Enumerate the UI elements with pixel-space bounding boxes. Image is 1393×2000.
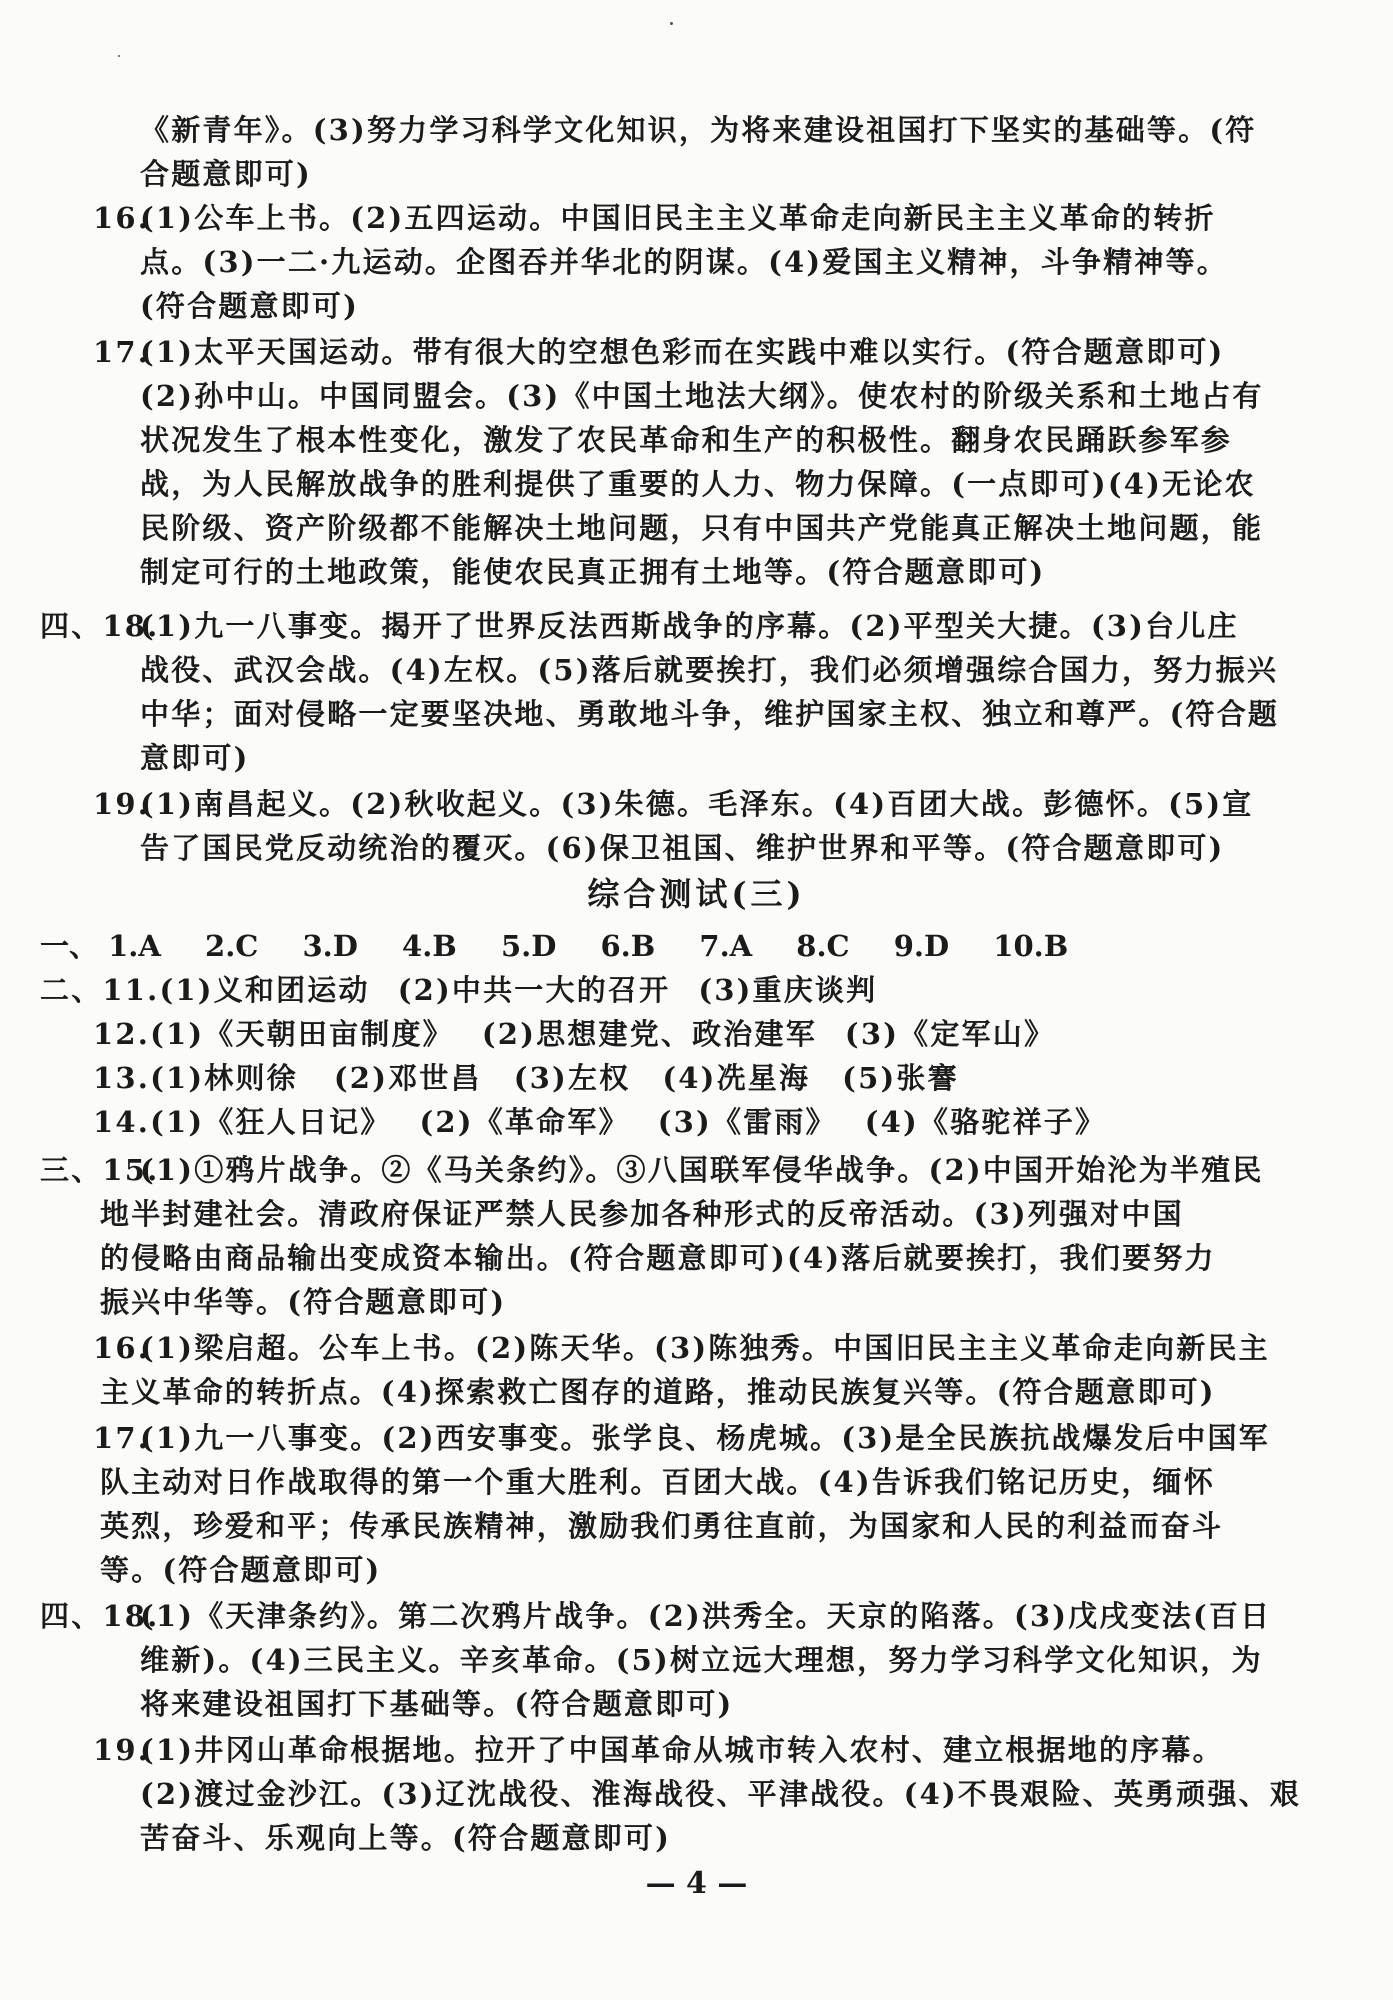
answer-line: 主义革命的转折点。(4)探索救亡图存的道路，推动民族复兴等。(符合题意即可) [100, 1375, 1216, 1409]
question-number: 四、18. [40, 1599, 160, 1633]
question-number: 16. [93, 201, 151, 235]
fill-item: (2)中共一大的召开 [397, 973, 671, 1007]
question-number: 17. [93, 335, 151, 369]
text-line: 《新青年》。(3)努力学习科学文化知识，为将来建设祖国打下坚实的基础等。(符 [140, 113, 1257, 147]
fill-answer-11 [40, 968, 877, 1012]
mc-answer: 3.D [302, 929, 358, 963]
fill-item: (2)《革命军》 [419, 1105, 630, 1139]
question-number: 三、15. [40, 1153, 160, 1187]
answer-line: 意即可) [140, 741, 250, 775]
answer-line: 英烈，珍爱和平；传承民族精神，激励我们勇往直前，为国家和人民的利益而奋斗 [100, 1509, 1224, 1543]
question-number: 四、18. [40, 609, 160, 643]
question-number: 13. [93, 1061, 151, 1095]
fill-answer-14 [93, 1100, 1106, 1144]
answer-line: 地半封建社会。清政府保证严禁人民参加各种形式的反帝活动。(3)列强对中国 [100, 1197, 1184, 1231]
fill-item: (5)张謇 [842, 1061, 959, 1095]
fill-item: (1)《狂人日记》 [150, 1105, 392, 1139]
mc-answer: 5.D [500, 929, 557, 963]
answer-line: 状况发生了根本性变化，激发了农民革命和生产的积极性。翻身农民踊跃参军参 [140, 423, 1233, 457]
question-number: 16. [93, 1331, 151, 1365]
fill-item: (3)《雷雨》 [657, 1105, 837, 1139]
answer-line: (1)井冈山革命根据地。拉开了中国革命从城市转入农村、建立根据地的序幕。 [140, 1733, 1224, 1767]
scan-speck [118, 55, 120, 57]
answer-line: (符合题意即可) [140, 289, 360, 323]
mc-answer: 2.C [205, 929, 259, 963]
answer-line: (1)太平天国运动。带有很大的空想色彩而在实践中难以实行。(符合题意即可) [140, 335, 1225, 369]
mc-prefix: 一、 [40, 929, 99, 963]
fill-item: (2)思想建党、政治建军 [481, 1017, 817, 1051]
question-number: 19. [93, 787, 151, 821]
fill-item: (1)《天朝田亩制度》 [150, 1017, 454, 1051]
fill-item: (2)邓世昌 [333, 1061, 482, 1095]
answer-line: 队主动对日作战取得的第一个重大胜利。百团大战。(4)告诉我们铭记历史，缅怀 [100, 1465, 1216, 1499]
answer-line: 战役、武汉会战。(4)左权。(5)落后就要挨打，我们必须增强综合国力，努力振兴 [140, 653, 1279, 687]
mc-answer: 9.D [893, 929, 950, 963]
answer-line: 民阶级、资产阶级都不能解决土地问题，只有中国共产党能真正解决土地问题，能 [140, 511, 1264, 545]
answer-line: 的侵略由商品输出变成资本输出。(符合题意即可)(4)落后就要挨打，我们要努力 [100, 1241, 1216, 1275]
fill-answer-12 [93, 1012, 1055, 1056]
answer-line: 战，为人民解放战争的胜利提供了重要的人力、物力保障。(一点即可)(4)无论农 [140, 467, 1256, 501]
fill-item: (1)义和团运动 [159, 973, 370, 1007]
question-number: 14. [93, 1105, 151, 1139]
answer-line: 将来建设祖国打下基础等。(符合题意即可) [140, 1687, 734, 1721]
answer-line: (1)①鸦片战争。②《马关条约》。③八国联军侵华战争。(2)中国开始沦为半殖民 [140, 1153, 1264, 1187]
answer-line: (1)九一八事变。(2)西安事变。张学良、杨虎城。(3)是全民族抗战爆发后中国军 [140, 1421, 1270, 1455]
question-number: 17. [93, 1421, 151, 1455]
page-number: — 4 — [645, 1866, 748, 1901]
answer-line: 点。(3)一二·九运动。企图吞并华北的阴谋。(4)爱国主义精神，斗争精神等。 [140, 245, 1228, 279]
mc-answer: 8.C [796, 929, 850, 963]
answer-line: 告了国民党反动统治的覆灭。(6)保卫祖国、维护世界和平等。(符合题意即可) [140, 831, 1225, 865]
fill-item: (3)左权 [513, 1061, 631, 1095]
section-title: 综合测试(三) [587, 875, 806, 913]
answer-line: 振兴中华等。(符合题意即可) [100, 1285, 507, 1319]
answer-line: 制定可行的土地政策，能使农民真正拥有土地等。(符合题意即可) [140, 555, 1046, 589]
scan-speck [670, 22, 673, 25]
answer-line: (1)梁启超。公车上书。(2)陈天华。(3)陈独秀。中国旧民主主义革命走向新民主 [140, 1331, 1270, 1365]
answer-line: (2)孙中山。中国同盟会。(3)《中国土地法大纲》。使农村的阶级关系和土地占有 [140, 379, 1264, 413]
answer-line: 苦奋斗、乐观向上等。(符合题意即可) [140, 1821, 672, 1855]
fill-item: (4)《骆驼祥子》 [864, 1105, 1107, 1139]
fill-item: (1)林则徐 [150, 1061, 298, 1095]
mc-answer: 1.A [108, 929, 161, 963]
answer-line: (1)《天津条约》。第二次鸦片战争。(2)洪秀全。天京的陷落。(3)戊戌变法(百日 [140, 1599, 1272, 1633]
fill-answer-13 [93, 1056, 959, 1100]
mc-answer: 7.A [699, 929, 753, 963]
fill-item: (3)重庆谈判 [698, 973, 878, 1007]
answer-line: 中华；面对侵略一定要坚决地、勇敢地斗争，维护国家主权、独立和尊严。(符合题 [140, 697, 1280, 731]
mc-answer: 10.B [993, 929, 1069, 963]
question-number: 二、11. [40, 973, 160, 1007]
answer-line: (1)九一八事变。揭开了世界反法西斯战争的序幕。(2)平型关大捷。(3)台儿庄 [140, 609, 1239, 643]
text-line: 合题意即可) [140, 157, 312, 191]
multiple-choice-answers [40, 924, 1068, 968]
fill-item: (4)冼星海 [662, 1061, 811, 1095]
question-number: 12. [93, 1017, 151, 1051]
answer-line: 等。(符合题意即可) [100, 1553, 382, 1587]
answer-line: 维新)。(4)三民主义。辛亥革命。(5)树立远大理想，努力学习科学文化知识，为 [140, 1643, 1263, 1677]
answer-line: (1)公车上书。(2)五四运动。中国旧民主主义革命走向新民主主义革命的转折 [140, 201, 1216, 235]
answer-line: (2)渡过金沙江。(3)辽沈战役、淮海战役、平津战役。(4)不畏艰险、英勇顽强、艰 [140, 1777, 1302, 1811]
mc-answer: 6.B [600, 929, 656, 963]
answer-line: (1)南昌起义。(2)秋收起义。(3)朱德。毛泽东。(4)百团大战。彭德怀。(5)宣 [140, 787, 1254, 821]
question-number: 19. [93, 1733, 151, 1767]
mc-answer: 4.B [402, 929, 457, 963]
fill-item: (3)《定军山》 [844, 1017, 1056, 1051]
